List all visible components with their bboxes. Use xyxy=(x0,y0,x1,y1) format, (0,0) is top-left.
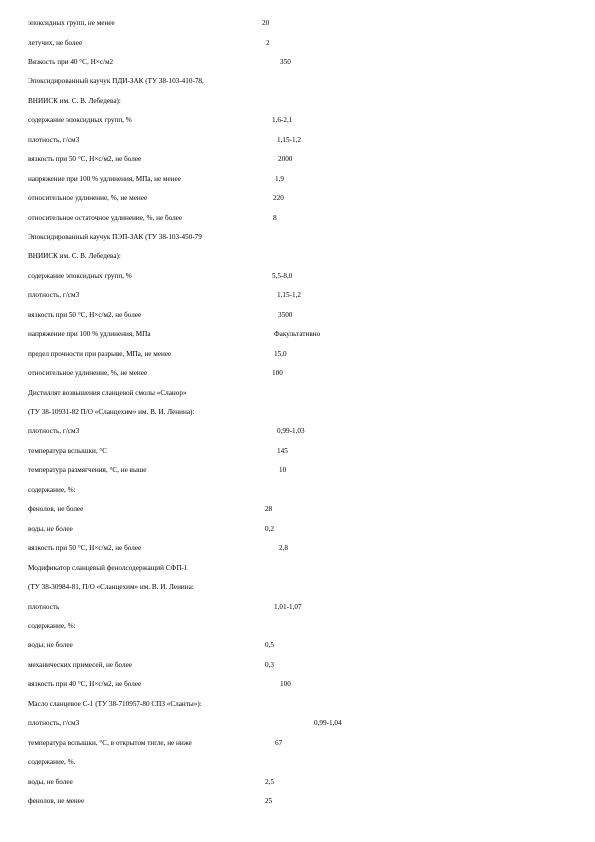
document-line xyxy=(28,368,283,378)
line-value: 25 xyxy=(265,797,273,805)
line-label: напряжение при 100 % удлинения, МПа, не менее xyxy=(28,174,181,183)
line-label: относительное удлинение, %, не менее xyxy=(28,194,148,202)
document-line xyxy=(28,699,202,709)
document-line xyxy=(28,154,293,164)
line-label: Эпоксидированный каучук ПДИ-ЗАК (ТУ 38-103-410-78, xyxy=(28,77,204,86)
document-line xyxy=(28,738,283,748)
document-line xyxy=(28,329,321,339)
line-label: ВНИИСК им. С. В. Лебедева): xyxy=(28,252,121,261)
document-line xyxy=(28,640,274,650)
line-label: предел прочности при разрыве, МПа, не менее xyxy=(28,349,172,358)
line-label: Эпоксидированный каучук ПЭП-ЗАК (ТУ 38-103-450-79 xyxy=(28,232,202,241)
line-label: плотность, г/см3 xyxy=(28,719,80,728)
line-label: Дистиллят возвышения сланцевой смолы «Сланор» xyxy=(28,388,187,397)
document-line xyxy=(28,777,274,787)
document-line xyxy=(28,290,301,300)
line-value: 15,0 xyxy=(274,349,287,358)
line-label: Масло сланцевое С-1 (ТУ 38-710957-80 СПЗ «Сланты»): xyxy=(28,699,202,708)
line-label: воды, не более xyxy=(28,524,73,533)
line-label: температура вспышки, °С xyxy=(28,446,108,455)
document-line xyxy=(28,135,301,145)
line-label: напряжение при 100 % удлинения, МПа xyxy=(28,330,151,339)
document-line xyxy=(28,426,305,436)
line-label: летучих, не более xyxy=(28,38,83,47)
line-value: 0,2 xyxy=(265,524,274,533)
document-line xyxy=(28,349,287,359)
line-value: 220 xyxy=(273,194,284,202)
line-label: температура вспышки, °С, в открытом тигле, не ниже xyxy=(28,738,192,747)
document-line xyxy=(28,621,76,631)
line-label: содержание эпоксидных групп, % xyxy=(28,116,132,125)
document-line xyxy=(28,563,187,573)
line-label: фенолов, не более xyxy=(28,505,84,514)
document-line xyxy=(28,271,293,281)
document-line xyxy=(28,18,270,28)
line-value: 28 xyxy=(265,505,273,514)
line-value: 2 xyxy=(266,38,270,47)
line-value: 0,99-1,04 xyxy=(314,719,342,728)
line-value: 2,8 xyxy=(279,544,288,553)
document-line xyxy=(28,96,121,106)
line-label: воды, не более xyxy=(28,777,73,786)
line-label: содержание, %: xyxy=(28,621,76,630)
line-value: 0,3 xyxy=(265,660,274,669)
line-label: плотность xyxy=(28,602,60,611)
line-label: Модификатор сланцевый фенолсодержащий СФП-1 xyxy=(28,563,188,572)
document-line xyxy=(28,718,342,728)
line-value: 8 xyxy=(273,213,277,222)
document-line xyxy=(28,407,194,417)
line-label: (ТУ 38-10931-82 П/О «Сланцехим» им. В. И. Ленина): xyxy=(28,408,195,416)
document-line xyxy=(28,213,277,223)
line-value: 145 xyxy=(277,446,288,455)
line-value: 1,9 xyxy=(275,174,284,183)
line-value: 100 xyxy=(280,680,291,689)
line-label: эпоксидных групп, не менее xyxy=(28,19,115,27)
line-label: ВНИИСК им. С. В. Лебедева): xyxy=(28,96,121,105)
document-line xyxy=(28,465,287,475)
document-line xyxy=(28,679,291,689)
document-line xyxy=(28,446,288,456)
line-label: механических примесей, не более xyxy=(28,660,132,669)
document-line xyxy=(28,524,274,534)
document-line xyxy=(28,57,291,67)
document-line xyxy=(28,174,284,184)
line-value: 0,5 xyxy=(265,641,274,650)
document-line xyxy=(28,485,76,495)
document-line xyxy=(28,38,270,48)
line-value: Факультативно xyxy=(274,330,321,339)
line-value: 1,6-2,1 xyxy=(272,116,293,125)
line-label: температура размягчения, °С, не выше xyxy=(28,466,147,475)
document-line xyxy=(28,388,187,398)
line-value: 2,5 xyxy=(265,777,274,786)
document-line xyxy=(28,76,204,86)
line-value: 5,5-8,0 xyxy=(272,271,293,280)
line-value: 1,15-1,2 xyxy=(277,135,301,144)
line-label: содержание, %. xyxy=(28,758,76,767)
document-line xyxy=(28,582,194,592)
line-label: плотность, г/см3 xyxy=(28,427,80,436)
line-value: 0,99-1,03 xyxy=(277,427,305,436)
document-line xyxy=(28,310,293,320)
line-value: 3500 xyxy=(278,310,293,319)
document-line xyxy=(28,115,293,125)
line-value: 67 xyxy=(275,738,283,747)
line-label: (ТУ 38-30984-81, П/О «Сланцехим» им. В. И. Ленина: xyxy=(28,583,194,591)
line-value: 20 xyxy=(262,19,270,27)
line-value: 1,01-1,07 xyxy=(274,602,302,611)
line-label: вязкость при 50 °С, Н×с/м2, не более xyxy=(28,544,142,553)
document-line xyxy=(28,796,273,806)
line-value: 2000 xyxy=(278,155,293,164)
document-line xyxy=(28,251,121,261)
line-label: Вязкость при 40 °С, Н×с/м2 xyxy=(28,57,114,66)
line-value: 350 xyxy=(280,57,291,66)
line-label: плотность, г/см3 xyxy=(28,291,80,300)
line-label: плотность, г/см3 xyxy=(28,135,80,144)
document-line xyxy=(28,232,202,242)
line-value: 10 xyxy=(279,466,287,475)
line-label: относительное остаточное удлинение, %, не более xyxy=(28,213,183,222)
line-value: 1,15-1,2 xyxy=(277,291,301,300)
line-label: содержание эпоксидных групп, % xyxy=(28,271,132,280)
line-label: воды, не более xyxy=(28,641,73,650)
document-line xyxy=(28,193,284,203)
line-label: фенолов, не менее xyxy=(28,797,85,805)
line-label: вязкость при 50 °С, Н×с/м2, не более xyxy=(28,310,142,319)
line-value: 100 xyxy=(272,369,283,378)
line-label: вязкость при 50 °С, Н×с/м2, не более xyxy=(28,155,142,164)
line-label: относительное удлинение, %, не менее xyxy=(28,369,148,378)
document-line xyxy=(28,504,273,514)
document-line xyxy=(28,757,75,767)
line-label: вязкость при 40 °С, Н×с/м2, не более xyxy=(28,680,142,689)
document-line xyxy=(28,660,274,670)
document-line xyxy=(28,602,302,612)
document-line xyxy=(28,543,288,553)
line-label: содержание, %: xyxy=(28,485,76,494)
